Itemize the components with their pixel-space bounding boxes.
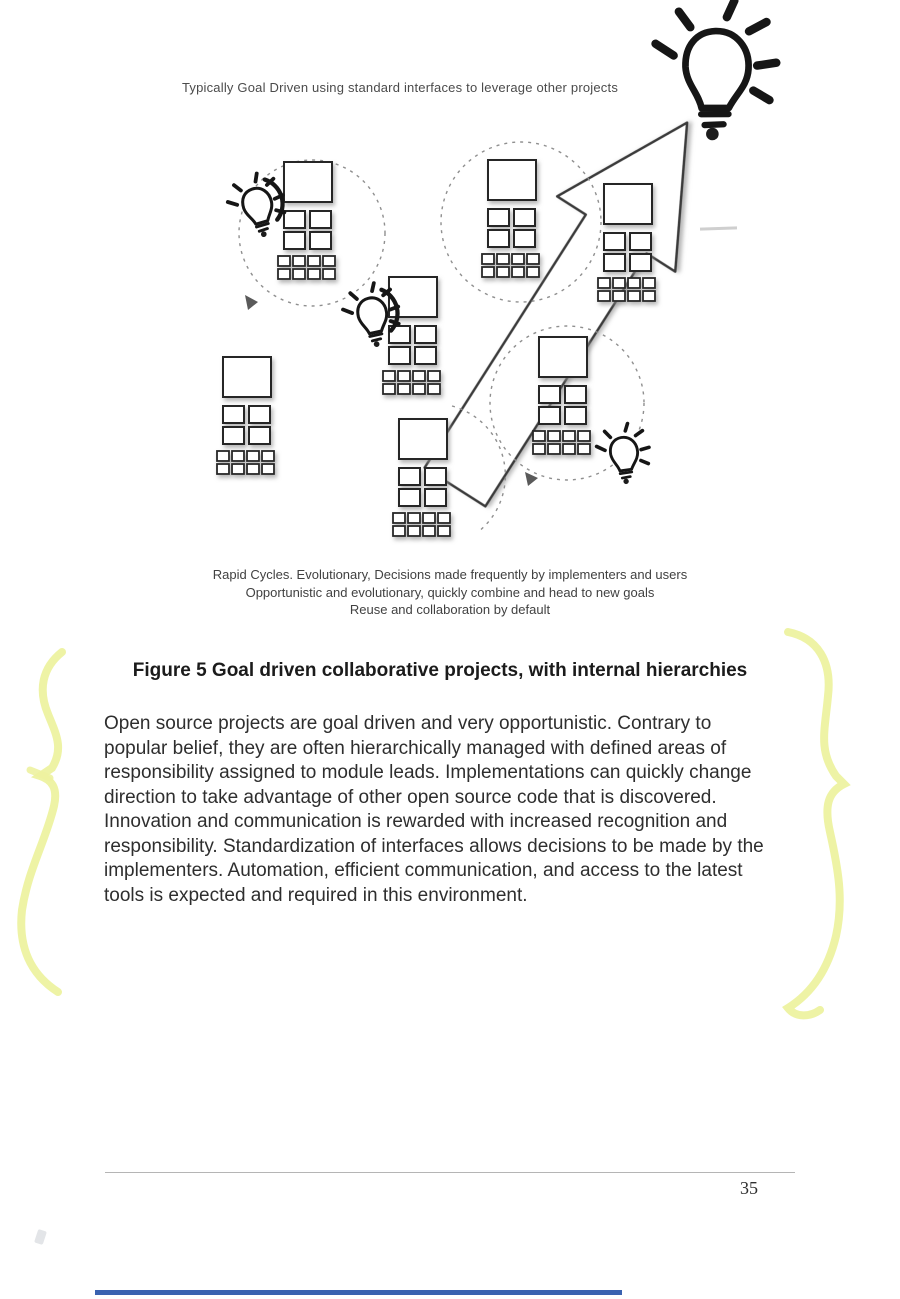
figure-caption: Figure 5 Goal driven collaborative projects, with internal hierarchies xyxy=(132,660,748,681)
project-hierarchy-cluster xyxy=(217,357,274,474)
idea-lightbulb-icon xyxy=(595,422,651,486)
page-number: 35 xyxy=(740,1178,758,1198)
idea-lightbulb-icon xyxy=(649,0,780,144)
figure-note-line: Rapid Cycles. Evolutionary, Decisions made frequently by implementers and users xyxy=(212,567,688,582)
cycle-arrowhead-icon xyxy=(245,295,258,310)
figure-note-line: Opportunistic and evolutionary, quickly combine and head to new goals xyxy=(245,584,655,600)
project-hierarchy-cluster xyxy=(278,162,335,279)
project-hierarchy-cluster xyxy=(393,419,450,536)
right-curly-brace-highlight xyxy=(780,600,900,1040)
project-hierarchy-cluster xyxy=(533,337,590,454)
body-paragraph: Open source projects are goal driven and very opportunistic. Contrary to popular belief, they are often hierarchically managed with defined areas of responsibility assigned to module leads. Implementations can quickly change direction to take advantage of other open source code that is discovered. Innovation and communication is rewarded with increased recognition and responsibility. Standardization of interfaces allows decisions to be made by the implementers. Automation, efficient communication, and access to the latest tools is expected and required in this environment. xyxy=(104,713,764,906)
project-hierarchy-cluster xyxy=(482,160,539,277)
left-curly-brace-highlight xyxy=(0,630,100,1030)
scan-artifact xyxy=(34,1229,47,1245)
bottom-blue-bar xyxy=(95,1290,622,1295)
idea-lightbulb-icon xyxy=(223,169,290,243)
footer-rule xyxy=(105,1172,795,1173)
figure-notes xyxy=(0,566,900,619)
figure-top-caption: Typically Goal Driven using standard interfaces to leverage other projects xyxy=(181,80,619,95)
figure-note-line: Reuse and collaboration by default xyxy=(349,602,551,617)
growth-arrow-icon xyxy=(396,85,746,525)
